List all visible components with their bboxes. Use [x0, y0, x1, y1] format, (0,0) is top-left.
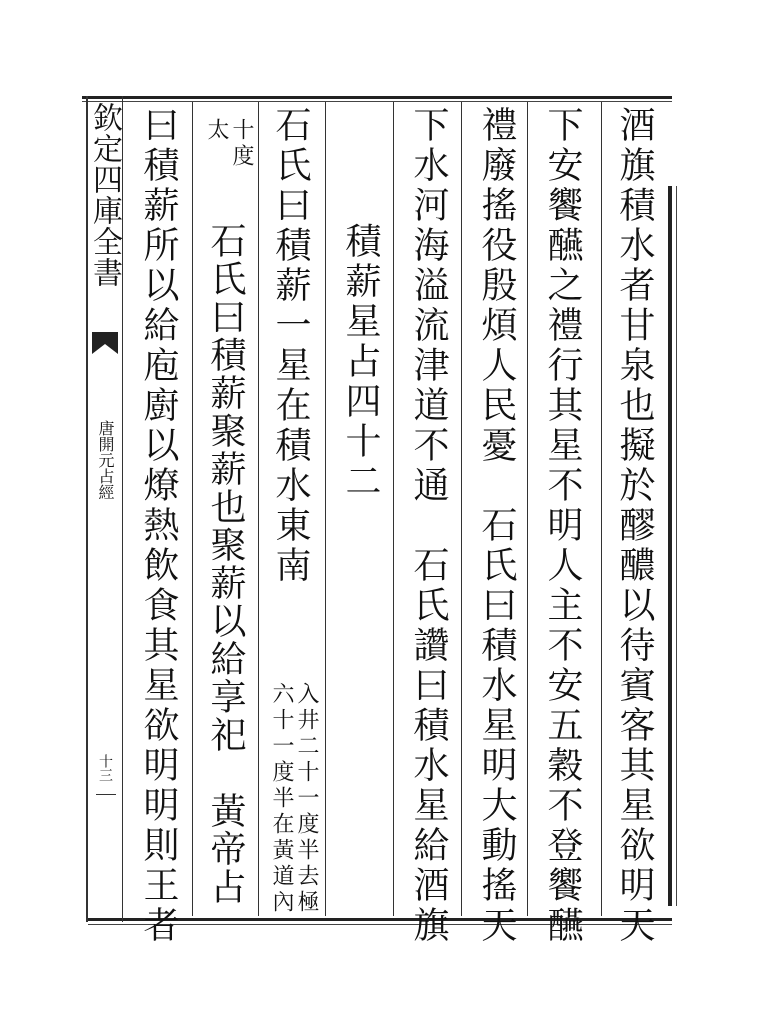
annotation-top-right: 十度	[229, 118, 254, 170]
text-column-8: 曰積薪所以給庖廚以燎熱飲食其星欲明明則王者	[138, 106, 179, 946]
gutter-page-number: 十三	[97, 754, 113, 782]
gutter-book-title: 欽定四庫全書	[87, 102, 122, 288]
text-column-4: 下水河海溢流津道不通 石氏讚曰積水星給酒旗	[408, 106, 449, 946]
gutter-marker-line	[96, 794, 116, 795]
section-title: 積薪星占四十二	[340, 222, 381, 502]
column-separator	[461, 102, 462, 916]
text-column-2: 下安饗醼之禮行其星不明人主不安五穀不登饗醼	[542, 106, 583, 946]
text-column-1: 酒旗積水者甘泉也擬於醪醲以待賓客其星欲明天	[614, 106, 655, 946]
column-separator	[601, 102, 602, 916]
text-column-3: 禮廢搖役殷煩人民憂 石氏曰積水星明大動搖天	[476, 106, 517, 946]
frame-top-line	[82, 96, 672, 99]
annotation-left: 六十一度半在黃道內	[269, 682, 294, 916]
column-separator	[325, 102, 326, 916]
column-separator	[258, 102, 259, 916]
gutter-divider	[122, 96, 123, 922]
text-column-6-main: 石氏曰積薪一星在積水東南	[270, 106, 311, 586]
frame-top-inner-line	[82, 101, 672, 102]
text-column-7-main: 石氏曰積薪聚薪也聚薪以給享祀 黃帝占	[205, 222, 246, 906]
frame-right-line	[668, 186, 672, 906]
column-separator	[527, 102, 528, 916]
frame-right-inner-line	[676, 186, 677, 906]
annotation-top-left: 太	[204, 118, 229, 144]
column-separator	[393, 102, 394, 916]
gutter-subtitle: 唐開元占經	[96, 420, 115, 500]
fishtail-mark-icon	[92, 332, 118, 358]
annotation-right: 入井二十一度半去極	[294, 682, 319, 916]
column-separator	[192, 102, 193, 916]
